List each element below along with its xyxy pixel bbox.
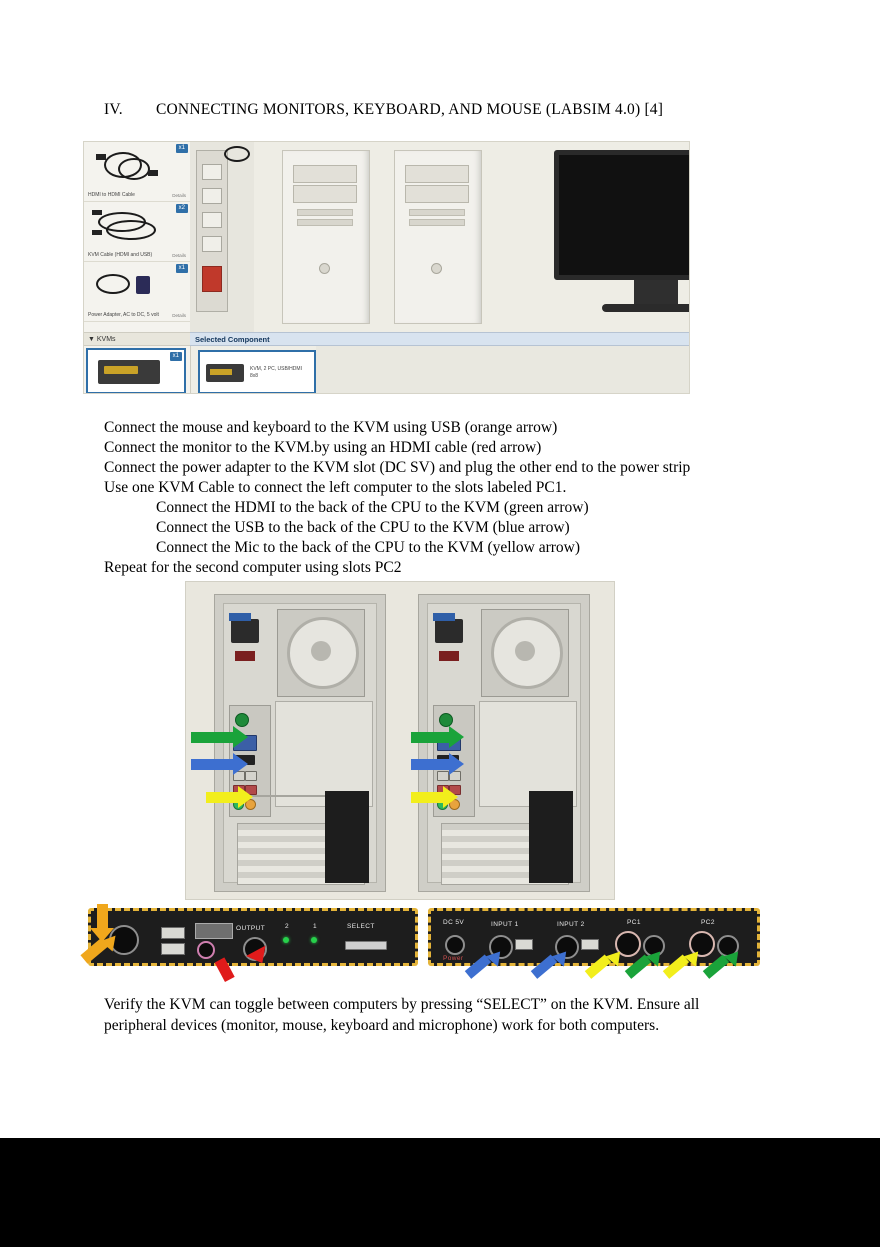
ps2-port [235, 713, 249, 727]
shelf-item-qty: x1 [170, 352, 182, 361]
kvm-input2-usb[interactable] [581, 939, 599, 950]
computer-tower-right[interactable] [394, 150, 482, 324]
kvm-power-label: Power [443, 955, 464, 962]
instruction-line: Connect the USB to the back of the CPU to the KVM (blue arrow) [156, 519, 570, 536]
instruction-line: Use one KVM Cable to connect the left computer to the slots labeled PC1. [104, 479, 567, 496]
instruction-line: Connect the power adapter to the KVM slot (DC SV) and plug the other end to the power strip [104, 459, 691, 476]
kvm-audio-jack[interactable] [197, 941, 215, 959]
verify-line-1: Verify the KVM can toggle between computers by pressing “SELECT” on the KVM. Ensure all [104, 996, 700, 1013]
selected-component-card[interactable] [198, 350, 316, 394]
kvm-hdmi-out[interactable] [195, 923, 233, 939]
verify-paragraph [104, 994, 776, 1036]
kvm-dc-power-jack[interactable] [445, 935, 465, 955]
chevron-down-icon: ▼ [88, 336, 95, 343]
labsim-tray [316, 346, 689, 393]
shelf-item-qty: x1 [176, 264, 188, 273]
shelf-item-qty: x2 [176, 204, 188, 213]
power-adapter-thumbnail [92, 268, 162, 302]
kvm-pc1-label: PC1 [627, 919, 641, 926]
section-heading [104, 101, 804, 119]
shelf-item-details-link[interactable]: Details [172, 313, 186, 318]
labsim-shelf [84, 142, 191, 393]
section-title: CONNECTING MONITORS, KEYBOARD, AND MOUSE (LABSIM 4.0) [4] [156, 101, 664, 118]
kvm-select-label: SELECT [347, 923, 375, 930]
shelf-item-details-link[interactable]: Details [172, 253, 186, 258]
cpu-rear-right [418, 594, 590, 892]
section-numeral: IV. [104, 101, 123, 118]
kvm-usb-port-1[interactable] [161, 927, 185, 939]
shelf-item-qty: x1 [176, 144, 188, 153]
monitor-stand [634, 280, 678, 306]
kvm-input2-label: INPUT 2 [557, 921, 585, 928]
instruction-line: Connect the HDMI to the back of the CPU to the KVM (green arrow) [156, 499, 589, 516]
kvm-led-1 [311, 937, 317, 943]
instruction-line: Repeat for the second computer using slots PC2 [104, 559, 402, 576]
shelf-item-kvm-device[interactable] [86, 348, 186, 394]
shelf-category-kvms[interactable] [84, 332, 190, 346]
hdmi-cable-thumbnail [92, 148, 162, 182]
monitor-display[interactable] [554, 150, 690, 280]
kvm-cable-thumbnail [92, 208, 162, 242]
monitor-base [602, 304, 690, 312]
labsim-workspace [254, 142, 689, 332]
ps2-port [439, 713, 453, 727]
kvm-device-strip [88, 908, 760, 966]
shelf-item-details-link[interactable]: Details [172, 193, 186, 198]
verify-line-2: peripheral devices (monitor, mouse, keyboard and microphone) work for both computers. [104, 1017, 660, 1034]
instruction-line: Connect the mouse and keyboard to the KVM using USB (orange arrow) [104, 419, 558, 436]
kvm-led-2 [283, 937, 289, 943]
labsim-power-strip-area [190, 142, 255, 332]
kvm-pc2-label: PC2 [701, 919, 715, 926]
instruction-list [104, 418, 804, 578]
kvm-input1-label: INPUT 1 [491, 921, 519, 928]
selected-component-label: Selected Component [195, 335, 270, 344]
kvm-select-button[interactable] [345, 941, 387, 950]
kvm-input1-usb[interactable] [515, 939, 533, 950]
computer-tower-left[interactable] [282, 150, 370, 324]
instruction-line: Connect the monitor to the KVM.by using an HDMI cable (red arrow) [104, 439, 542, 456]
page-bottom-bar [0, 1138, 880, 1247]
instruction-line: Connect the Mic to the back of the CPU to the KVM (yellow arrow) [156, 539, 581, 556]
shelf-item-label: KVM Cable (HDMI and USB) [88, 252, 153, 258]
shelf-item-hdmi-cable[interactable] [84, 142, 190, 202]
shelf-category-label: KVMs [96, 336, 116, 343]
selected-component-name: KVM, 2 PC, USB/HDMI 8x8 [250, 366, 302, 379]
shelf-item-kvm-cable[interactable] [84, 202, 190, 262]
kvm-output-label: OUTPUT [236, 925, 266, 932]
usb-port [437, 771, 449, 781]
kvm-led2-label: 2 [285, 923, 290, 930]
labsim-screenshot [83, 141, 690, 394]
kvm-led1-label: 1 [313, 923, 318, 930]
kvm-rear-panel [428, 908, 760, 966]
kvm-dc-label: DC 5V [443, 919, 465, 926]
kvm-usb-port-2[interactable] [161, 943, 185, 955]
shelf-item-label: HDMI to HDMI Cable [88, 192, 135, 198]
shelf-item-power-adapter[interactable] [84, 262, 190, 322]
cpu-rear-screenshot [185, 581, 615, 900]
shelf-item-label: Power Adapter, AC to DC, 5 volt [88, 312, 159, 318]
selected-component-bar [190, 332, 689, 346]
